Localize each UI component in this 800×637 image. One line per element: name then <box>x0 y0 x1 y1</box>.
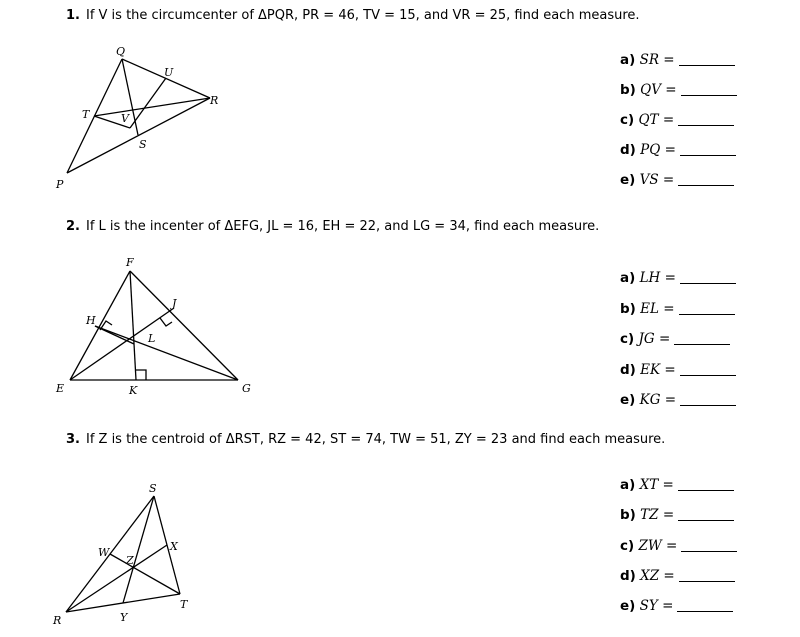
answer-blank[interactable] <box>678 490 734 491</box>
label-v: V <box>121 112 129 125</box>
problem-number: 2. <box>66 219 80 234</box>
median-sy <box>123 496 154 603</box>
label-q: Q <box>116 45 126 58</box>
answer-blank[interactable] <box>680 283 736 284</box>
answer-blank[interactable] <box>680 405 736 406</box>
answer-blank[interactable] <box>679 581 735 582</box>
label-g: G <box>242 382 251 395</box>
side-fg <box>130 271 238 380</box>
problem-statement <box>66 8 640 23</box>
problem-text: If Z is the centroid of ΔRST, RZ = 42, ST = 74, TW = 51, ZY = 23 and find each measure. <box>85 432 666 447</box>
answer-blank[interactable] <box>678 185 734 186</box>
answer-a: a) LH = <box>620 270 736 286</box>
answer-blank[interactable] <box>674 344 730 345</box>
answer-e: e) VS = <box>620 172 734 188</box>
label-w: W <box>98 546 110 559</box>
answer-blank[interactable] <box>681 551 737 552</box>
problem-text: If L is the incenter of ΔEFG, JL = 16, EH = 22, and LG = 34, find each measure. <box>85 219 600 234</box>
problem-statement <box>66 219 599 234</box>
label-k: K <box>129 384 138 397</box>
label-j: J <box>172 297 177 310</box>
side-ef <box>70 271 130 380</box>
label-u: U <box>164 66 174 79</box>
segment-hg <box>95 326 238 380</box>
answer-b: b) EL = <box>620 301 735 317</box>
answer-blank[interactable] <box>681 95 737 96</box>
answer-c: c) ZW = <box>620 538 737 554</box>
label-t: T <box>82 108 90 121</box>
answer-blank[interactable] <box>678 125 734 126</box>
label-f: F <box>126 256 134 269</box>
label-y: Y <box>120 611 128 624</box>
label-z: Z <box>126 554 134 567</box>
problem-number: 3. <box>66 432 80 447</box>
circumcenter-diagram <box>50 40 250 195</box>
label-t: T <box>180 598 188 611</box>
centroid-diagram <box>48 478 208 628</box>
label-r: R <box>210 94 219 107</box>
segment-uv <box>130 78 166 128</box>
answer-blank[interactable] <box>680 155 736 156</box>
answer-e: e) KG = <box>620 392 736 408</box>
problem-statement <box>66 432 665 447</box>
answer-b: b) TZ = <box>620 507 734 523</box>
answer-blank[interactable] <box>678 520 734 521</box>
segment-fk <box>130 271 136 380</box>
answer-d: d) XZ = <box>620 568 735 584</box>
answer-blank[interactable] <box>677 611 733 612</box>
right-angle-j <box>160 318 172 326</box>
label-r: R <box>53 614 62 627</box>
answer-blank[interactable] <box>680 375 736 376</box>
problem-text: If V is the circumcenter of ΔPQR, PR = 46, TV = 15, and VR = 25, find each measure. <box>85 8 640 23</box>
answer-a: a) XT = <box>620 477 734 493</box>
answer-blank[interactable] <box>679 314 735 315</box>
answer-c: c) QT = <box>620 112 734 128</box>
label-l: L <box>148 332 156 345</box>
label-s: S <box>149 482 157 495</box>
label-s: S <box>139 138 147 151</box>
label-e: E <box>56 382 65 395</box>
answer-d: d) EK = <box>620 362 736 378</box>
problem-number: 1. <box>66 8 80 23</box>
answer-c: c) JG = <box>620 331 730 347</box>
answer-e: e) SY = <box>620 598 733 614</box>
answer-a: a) SR = <box>620 52 735 68</box>
label-p: P <box>56 178 64 191</box>
right-angle-k <box>136 370 146 380</box>
label-x: X <box>170 540 178 553</box>
incenter-diagram <box>50 252 260 402</box>
answer-d: d) PQ = <box>620 142 736 158</box>
answer-b: b) QV = <box>620 82 737 98</box>
answer-blank[interactable] <box>679 65 735 66</box>
label-h: H <box>86 314 96 327</box>
